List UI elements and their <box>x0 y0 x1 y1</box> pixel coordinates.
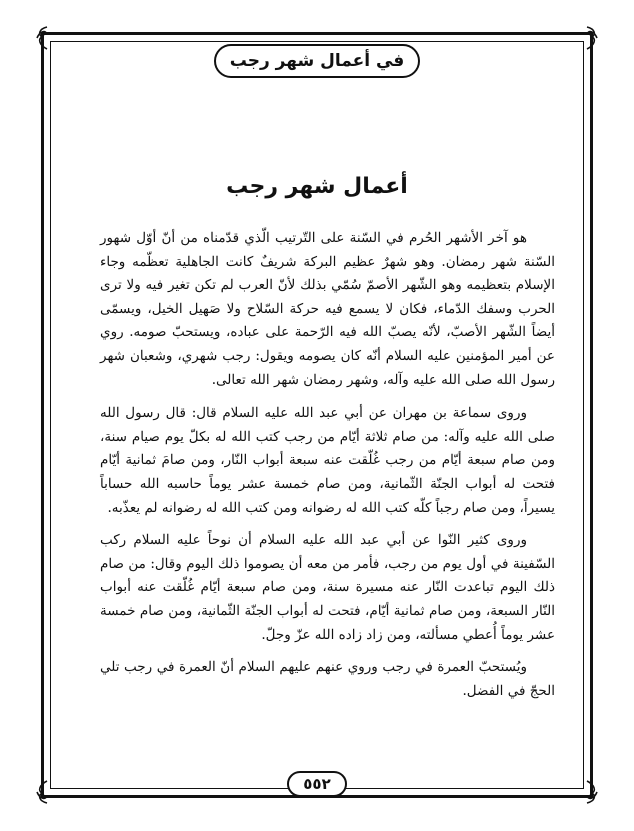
paragraph-umrah: ويُستحبّ العمرة في رجب وروي عنهم عليهم السلام أنّ العمرة في رجب تلي الحجّ في الفضل. <box>100 659 555 699</box>
corner-ornament-icon <box>34 25 60 51</box>
paragraph-samaa-narration: وروى سماعة بن مهران عن أبي عبد الله عليه السلام قال: قال رسول الله صلى الله عليه وآله: من صام ثلاثة أيّام من رجب كتب الله له بكلّ يوم صيام سنة، ومن صام سبعة أيّام من رجب غُلّقت عنه سبعة أبواب النّار، ومن صامَ ثمانية أيّام فتحت له أبواب الجنّة الثّمانية، ومن صام خمسة عشر يوماً حاسبه الله حساباً يسيراً، ومن صام رجباً كلّه كتب الله له رضوانه ومن كتب الله له رضوانه لم يعذّبه. <box>100 405 555 516</box>
corner-ornament-icon <box>574 779 600 805</box>
running-header-text: في أعمال شهر رجب <box>229 51 405 71</box>
body-text <box>100 227 555 712</box>
page-number-badge <box>287 771 347 797</box>
paragraph-nuh-narration: وروى كثير النّوا عن أبي عبد الله عليه السلام أن نوحاً عليه السلام ركب السّفينة في أول يوم من رجب، فأمر من معه أن يصوموا ذلك اليوم وقال: من صام ذلك اليوم تباعدت النّار عنه مسيرة سنة، ومن صام سبعة أيّام غُلّقت عنه أبواب النّار السبعة، ومن صام ثمانية أيّام، فتحت له أبواب الجنّة الثّمانية، ومن صام خمسة عشر يوماً أُعطي مسألته، ومن زاد زاده الله عزّ وجلّ. <box>100 532 555 643</box>
corner-ornament-icon <box>574 25 600 51</box>
running-header <box>214 44 420 78</box>
page-title: أعمال شهر رجب <box>226 174 408 199</box>
corner-ornament-icon <box>34 779 60 805</box>
page-number: ٥٥٢ <box>303 775 331 793</box>
paragraph-intro: هو آخر الأشهر الحُرم في السّنة على التّرتيب الّذي قدّمناه من أنّ أوّل شهور السّنة شهر رمضان. وهو شهرٌ عظيم البركة شريفٌ كانت الجاهلية تعظّمه وجاء الإسلام بتعظيمه وهو الشّهر الأصمّ سُمّي بذلك لأنّ العرب لم تكن تغير فيه ولا ترى الحرب وسفك الدّماء، فكان لا يسمع فيه حركة السّلاح ولا صَهيل الخيل، ويسمّى أيضاً الشّهر الأصبّ، لأنّه يصبّ الله فيه الرّحمة على عباده، ويستحبّ صومه. روي عن أمير المؤمنين عليه السلام أنّه كان يصومه ويقول: رجب شهري، وشعبان شهر رسول الله صلى الله عليه وآله، وشهر رمضان شهر الله تعالى. <box>100 230 555 388</box>
